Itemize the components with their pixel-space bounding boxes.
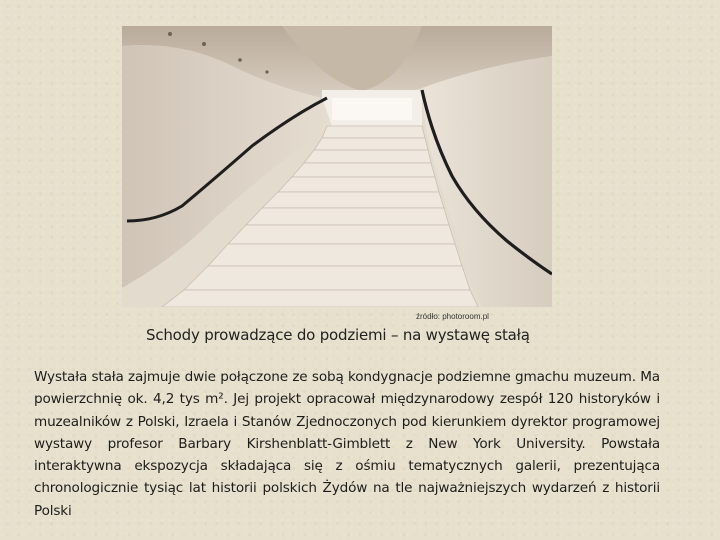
staircase-image (122, 26, 552, 307)
photo-caption: Schody prowadzące do podziemi – na wystawę stałą (146, 326, 530, 344)
body-paragraph: Wystała stała zajmuje dwie połączone ze sobą kondygnacje podziemne gmachu muzeum. Ma powierzchnię ok. 4,2 tys m². Jej projekt opracował międzynarodowy zespół 120 historyków i muzealników z Polski, Izraela i Stanów Zjednoczonych pod kierunkiem dyrektor programowej wystawy profesor Barbary Kirshenblatt-Gimblett z New York University. Powstała interaktywna ekspozycja składająca się z ośmiu tematycznych galerii, prezentująca chronologicznie tysiąc lat historii polskich Żydów na tle najważniejszych wydarzeń z historii Polski (34, 369, 660, 519)
photo-source: źródło: photoroom.pl (416, 312, 489, 321)
staircase-photo (122, 26, 552, 307)
